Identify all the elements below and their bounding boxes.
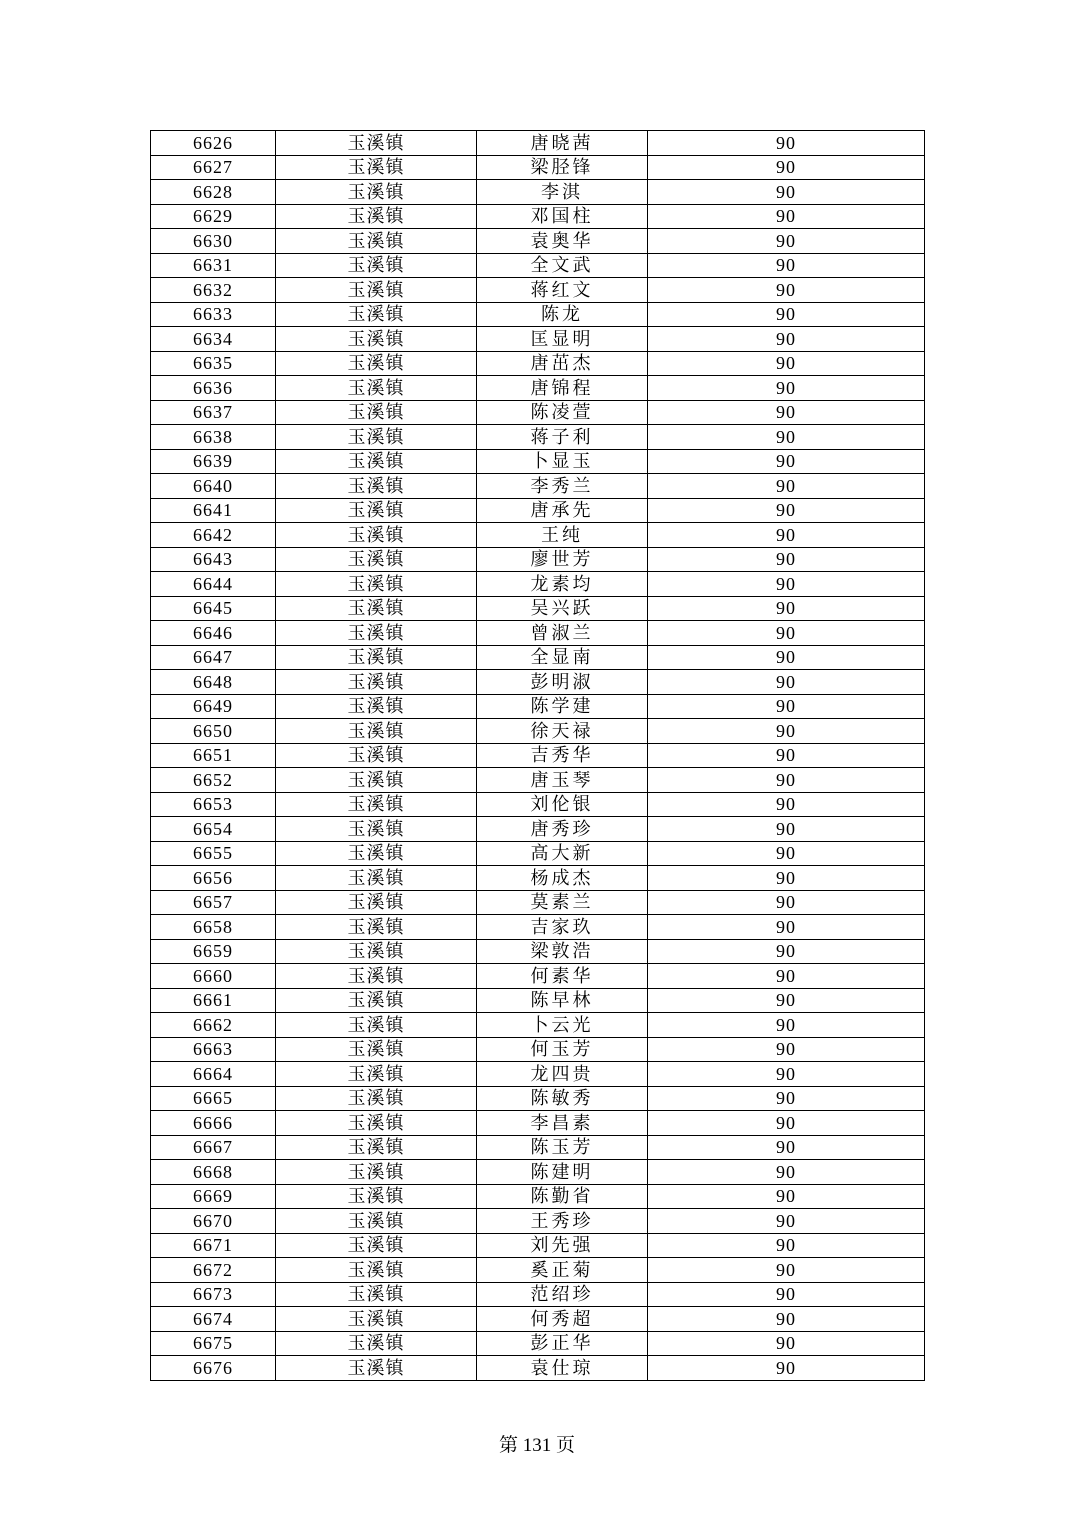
row-number-cell: 6675 xyxy=(151,1331,276,1356)
table-row xyxy=(151,817,925,842)
row-number-cell: 6646 xyxy=(151,621,276,646)
town-cell: 玉溪镇 xyxy=(276,302,477,327)
score-cell: 90 xyxy=(648,253,925,278)
town-cell: 玉溪镇 xyxy=(276,253,477,278)
town-cell: 玉溪镇 xyxy=(276,768,477,793)
row-number-cell: 6676 xyxy=(151,1356,276,1381)
row-number-cell: 6629 xyxy=(151,204,276,229)
score-cell: 90 xyxy=(648,1160,925,1185)
town-cell: 玉溪镇 xyxy=(276,523,477,548)
name-cell: 邓国柱 xyxy=(477,204,648,229)
score-cell: 90 xyxy=(648,425,925,450)
town-cell: 玉溪镇 xyxy=(276,229,477,254)
row-number-cell: 6668 xyxy=(151,1160,276,1185)
name-cell: 王纯 xyxy=(477,523,648,548)
row-number-cell: 6672 xyxy=(151,1258,276,1283)
score-cell: 90 xyxy=(648,1209,925,1234)
name-cell: 陈敏秀 xyxy=(477,1086,648,1111)
row-number-cell: 6659 xyxy=(151,939,276,964)
score-cell: 90 xyxy=(648,278,925,303)
name-cell: 刘先强 xyxy=(477,1233,648,1258)
row-number-cell: 6670 xyxy=(151,1209,276,1234)
row-number-cell: 6648 xyxy=(151,670,276,695)
score-cell: 90 xyxy=(648,939,925,964)
score-cell: 90 xyxy=(648,768,925,793)
town-cell: 玉溪镇 xyxy=(276,1135,477,1160)
town-cell: 玉溪镇 xyxy=(276,572,477,597)
table-row xyxy=(151,1062,925,1087)
score-cell: 90 xyxy=(648,1037,925,1062)
score-cell: 90 xyxy=(648,645,925,670)
score-cell: 90 xyxy=(648,302,925,327)
table-row xyxy=(151,523,925,548)
score-cell: 90 xyxy=(648,572,925,597)
score-cell: 90 xyxy=(648,327,925,352)
table-row xyxy=(151,1356,925,1381)
town-cell: 玉溪镇 xyxy=(276,498,477,523)
town-cell: 玉溪镇 xyxy=(276,1062,477,1087)
score-cell: 90 xyxy=(648,1062,925,1087)
row-number-cell: 6644 xyxy=(151,572,276,597)
row-number-cell: 6667 xyxy=(151,1135,276,1160)
row-number-cell: 6660 xyxy=(151,964,276,989)
row-number-cell: 6650 xyxy=(151,719,276,744)
score-cell: 90 xyxy=(648,890,925,915)
table-row xyxy=(151,670,925,695)
row-number-cell: 6642 xyxy=(151,523,276,548)
row-number-cell: 6638 xyxy=(151,425,276,450)
table-row xyxy=(151,792,925,817)
name-cell: 奚正菊 xyxy=(477,1258,648,1283)
table-row xyxy=(151,253,925,278)
town-cell: 玉溪镇 xyxy=(276,890,477,915)
score-cell: 90 xyxy=(648,670,925,695)
row-number-cell: 6655 xyxy=(151,841,276,866)
score-cell: 90 xyxy=(648,523,925,548)
score-cell: 90 xyxy=(648,792,925,817)
table-row xyxy=(151,425,925,450)
score-cell: 90 xyxy=(648,1013,925,1038)
table-row xyxy=(151,964,925,989)
name-cell: 卜云光 xyxy=(477,1013,648,1038)
table-row xyxy=(151,1135,925,1160)
name-cell: 何素华 xyxy=(477,964,648,989)
table-row xyxy=(151,278,925,303)
name-cell: 彭明淑 xyxy=(477,670,648,695)
row-number-cell: 6674 xyxy=(151,1307,276,1332)
score-cell: 90 xyxy=(648,351,925,376)
name-cell: 王秀珍 xyxy=(477,1209,648,1234)
table-body xyxy=(151,131,925,1381)
table-row xyxy=(151,131,925,156)
town-cell: 玉溪镇 xyxy=(276,1160,477,1185)
row-number-cell: 6626 xyxy=(151,131,276,156)
table-row xyxy=(151,621,925,646)
table-row xyxy=(151,204,925,229)
table-row xyxy=(151,1184,925,1209)
town-cell: 玉溪镇 xyxy=(276,596,477,621)
town-cell: 玉溪镇 xyxy=(276,621,477,646)
town-cell: 玉溪镇 xyxy=(276,1184,477,1209)
town-cell: 玉溪镇 xyxy=(276,327,477,352)
table-row xyxy=(151,1037,925,1062)
town-cell: 玉溪镇 xyxy=(276,1307,477,1332)
name-cell: 梁胫锋 xyxy=(477,155,648,180)
table-row xyxy=(151,1160,925,1185)
table-row xyxy=(151,1209,925,1234)
score-cell: 90 xyxy=(648,817,925,842)
score-cell: 90 xyxy=(648,1258,925,1283)
row-number-cell: 6652 xyxy=(151,768,276,793)
table-row xyxy=(151,449,925,474)
town-cell: 玉溪镇 xyxy=(276,1331,477,1356)
score-cell: 90 xyxy=(648,866,925,891)
score-cell: 90 xyxy=(648,229,925,254)
name-cell: 卜显玉 xyxy=(477,449,648,474)
row-number-cell: 6671 xyxy=(151,1233,276,1258)
score-cell: 90 xyxy=(648,1135,925,1160)
name-cell: 全显南 xyxy=(477,645,648,670)
name-cell: 唐秀珍 xyxy=(477,817,648,842)
town-cell: 玉溪镇 xyxy=(276,792,477,817)
name-cell: 李昌素 xyxy=(477,1111,648,1136)
row-number-cell: 6645 xyxy=(151,596,276,621)
score-cell: 90 xyxy=(648,180,925,205)
score-cell: 90 xyxy=(648,1233,925,1258)
name-cell: 全文武 xyxy=(477,253,648,278)
town-cell: 玉溪镇 xyxy=(276,351,477,376)
row-number-cell: 6654 xyxy=(151,817,276,842)
row-number-cell: 6653 xyxy=(151,792,276,817)
row-number-cell: 6633 xyxy=(151,302,276,327)
score-cell: 90 xyxy=(648,719,925,744)
score-cell: 90 xyxy=(648,915,925,940)
row-number-cell: 6666 xyxy=(151,1111,276,1136)
town-cell: 玉溪镇 xyxy=(276,719,477,744)
score-cell: 90 xyxy=(648,1282,925,1307)
town-cell: 玉溪镇 xyxy=(276,1037,477,1062)
name-cell: 唐玉琴 xyxy=(477,768,648,793)
row-number-cell: 6662 xyxy=(151,1013,276,1038)
town-cell: 玉溪镇 xyxy=(276,1086,477,1111)
name-cell: 陈早林 xyxy=(477,988,648,1013)
table-row xyxy=(151,1282,925,1307)
row-number-cell: 6649 xyxy=(151,694,276,719)
row-number-cell: 6643 xyxy=(151,547,276,572)
name-cell: 吉秀华 xyxy=(477,743,648,768)
name-cell: 吉家玖 xyxy=(477,915,648,940)
town-cell: 玉溪镇 xyxy=(276,449,477,474)
table-row xyxy=(151,572,925,597)
row-number-cell: 6628 xyxy=(151,180,276,205)
score-cell: 90 xyxy=(648,988,925,1013)
row-number-cell: 6636 xyxy=(151,376,276,401)
table-row xyxy=(151,743,925,768)
name-cell: 唐锦程 xyxy=(477,376,648,401)
row-number-cell: 6637 xyxy=(151,400,276,425)
table-row xyxy=(151,1013,925,1038)
name-cell: 龙素均 xyxy=(477,572,648,597)
row-number-cell: 6673 xyxy=(151,1282,276,1307)
name-cell: 刘伦银 xyxy=(477,792,648,817)
town-cell: 玉溪镇 xyxy=(276,204,477,229)
row-number-cell: 6630 xyxy=(151,229,276,254)
table-row xyxy=(151,376,925,401)
name-cell: 梁敦浩 xyxy=(477,939,648,964)
table-row xyxy=(151,1307,925,1332)
town-cell: 玉溪镇 xyxy=(276,376,477,401)
name-cell: 袁奥华 xyxy=(477,229,648,254)
town-cell: 玉溪镇 xyxy=(276,278,477,303)
row-number-cell: 6669 xyxy=(151,1184,276,1209)
name-cell: 彭正华 xyxy=(477,1331,648,1356)
score-cell: 90 xyxy=(648,1111,925,1136)
town-cell: 玉溪镇 xyxy=(276,1356,477,1381)
name-cell: 龙四贵 xyxy=(477,1062,648,1087)
name-cell: 陈建明 xyxy=(477,1160,648,1185)
name-cell: 唐晓茜 xyxy=(477,131,648,156)
table-row xyxy=(151,351,925,376)
town-cell: 玉溪镇 xyxy=(276,1111,477,1136)
town-cell: 玉溪镇 xyxy=(276,1282,477,1307)
table-row xyxy=(151,1111,925,1136)
table-row xyxy=(151,302,925,327)
table-row xyxy=(151,229,925,254)
row-number-cell: 6663 xyxy=(151,1037,276,1062)
row-number-cell: 6627 xyxy=(151,155,276,180)
row-number-cell: 6631 xyxy=(151,253,276,278)
town-cell: 玉溪镇 xyxy=(276,915,477,940)
name-cell: 陈玉芳 xyxy=(477,1135,648,1160)
town-cell: 玉溪镇 xyxy=(276,1258,477,1283)
town-cell: 玉溪镇 xyxy=(276,400,477,425)
name-cell: 陈学建 xyxy=(477,694,648,719)
row-number-cell: 6665 xyxy=(151,1086,276,1111)
table-row xyxy=(151,547,925,572)
score-cell: 90 xyxy=(648,400,925,425)
row-number-cell: 6640 xyxy=(151,474,276,499)
name-cell: 陈勤省 xyxy=(477,1184,648,1209)
row-number-cell: 6641 xyxy=(151,498,276,523)
score-cell: 90 xyxy=(648,694,925,719)
table-row xyxy=(151,841,925,866)
name-cell: 杨成杰 xyxy=(477,866,648,891)
table-row xyxy=(151,400,925,425)
name-cell: 何玉芳 xyxy=(477,1037,648,1062)
name-cell: 李淇 xyxy=(477,180,648,205)
table-row xyxy=(151,1233,925,1258)
name-cell: 莫素兰 xyxy=(477,890,648,915)
row-number-cell: 6634 xyxy=(151,327,276,352)
name-cell: 陈龙 xyxy=(477,302,648,327)
town-cell: 玉溪镇 xyxy=(276,1233,477,1258)
row-number-cell: 6661 xyxy=(151,988,276,1013)
town-cell: 玉溪镇 xyxy=(276,645,477,670)
town-cell: 玉溪镇 xyxy=(276,817,477,842)
score-cell: 90 xyxy=(648,1184,925,1209)
town-cell: 玉溪镇 xyxy=(276,155,477,180)
town-cell: 玉溪镇 xyxy=(276,866,477,891)
table-row xyxy=(151,1258,925,1283)
name-cell: 李秀兰 xyxy=(477,474,648,499)
score-cell: 90 xyxy=(648,743,925,768)
table-row xyxy=(151,939,925,964)
row-number-cell: 6664 xyxy=(151,1062,276,1087)
table-row xyxy=(151,988,925,1013)
row-number-cell: 6658 xyxy=(151,915,276,940)
score-cell: 90 xyxy=(648,596,925,621)
name-cell: 范绍珍 xyxy=(477,1282,648,1307)
score-cell: 90 xyxy=(648,841,925,866)
table-row xyxy=(151,1331,925,1356)
row-number-cell: 6639 xyxy=(151,449,276,474)
score-cell: 90 xyxy=(648,964,925,989)
score-cell: 90 xyxy=(648,621,925,646)
name-cell: 徐天禄 xyxy=(477,719,648,744)
table-row xyxy=(151,474,925,499)
town-cell: 玉溪镇 xyxy=(276,131,477,156)
name-cell: 陈凌萱 xyxy=(477,400,648,425)
town-cell: 玉溪镇 xyxy=(276,964,477,989)
table-row xyxy=(151,596,925,621)
score-cell: 90 xyxy=(648,155,925,180)
name-cell: 吴兴跃 xyxy=(477,596,648,621)
name-cell: 蒋红文 xyxy=(477,278,648,303)
table-row xyxy=(151,498,925,523)
name-cell: 袁仕琼 xyxy=(477,1356,648,1381)
table-row xyxy=(151,327,925,352)
name-cell: 曾淑兰 xyxy=(477,621,648,646)
score-cell: 90 xyxy=(648,1307,925,1332)
score-cell: 90 xyxy=(648,474,925,499)
score-cell: 90 xyxy=(648,376,925,401)
table-row xyxy=(151,768,925,793)
town-cell: 玉溪镇 xyxy=(276,694,477,719)
row-number-cell: 6632 xyxy=(151,278,276,303)
score-cell: 90 xyxy=(648,131,925,156)
town-cell: 玉溪镇 xyxy=(276,547,477,572)
name-cell: 何秀超 xyxy=(477,1307,648,1332)
name-cell: 匡显明 xyxy=(477,327,648,352)
name-cell: 高大新 xyxy=(477,841,648,866)
table-row xyxy=(151,915,925,940)
row-number-cell: 6647 xyxy=(151,645,276,670)
row-number-cell: 6656 xyxy=(151,866,276,891)
town-cell: 玉溪镇 xyxy=(276,743,477,768)
table-row xyxy=(151,180,925,205)
name-cell: 蒋子利 xyxy=(477,425,648,450)
row-number-cell: 6657 xyxy=(151,890,276,915)
table-row xyxy=(151,1086,925,1111)
town-cell: 玉溪镇 xyxy=(276,474,477,499)
row-number-cell: 6651 xyxy=(151,743,276,768)
name-cell: 廖世芳 xyxy=(477,547,648,572)
score-cell: 90 xyxy=(648,449,925,474)
town-cell: 玉溪镇 xyxy=(276,939,477,964)
data-table xyxy=(150,130,925,1381)
town-cell: 玉溪镇 xyxy=(276,841,477,866)
row-number-cell: 6635 xyxy=(151,351,276,376)
town-cell: 玉溪镇 xyxy=(276,1209,477,1234)
page-number: 第 131 页 xyxy=(498,1435,575,1456)
score-cell: 90 xyxy=(648,547,925,572)
score-cell: 90 xyxy=(648,1356,925,1381)
town-cell: 玉溪镇 xyxy=(276,670,477,695)
town-cell: 玉溪镇 xyxy=(276,180,477,205)
table-row xyxy=(151,890,925,915)
score-cell: 90 xyxy=(648,1086,925,1111)
name-cell: 唐茁杰 xyxy=(477,351,648,376)
score-cell: 90 xyxy=(648,498,925,523)
town-cell: 玉溪镇 xyxy=(276,1013,477,1038)
table-row xyxy=(151,694,925,719)
score-cell: 90 xyxy=(648,1331,925,1356)
name-cell: 唐承先 xyxy=(477,498,648,523)
table-row xyxy=(151,719,925,744)
table-row xyxy=(151,155,925,180)
table-row xyxy=(151,645,925,670)
score-cell: 90 xyxy=(648,204,925,229)
town-cell: 玉溪镇 xyxy=(276,988,477,1013)
town-cell: 玉溪镇 xyxy=(276,425,477,450)
table-row xyxy=(151,866,925,891)
